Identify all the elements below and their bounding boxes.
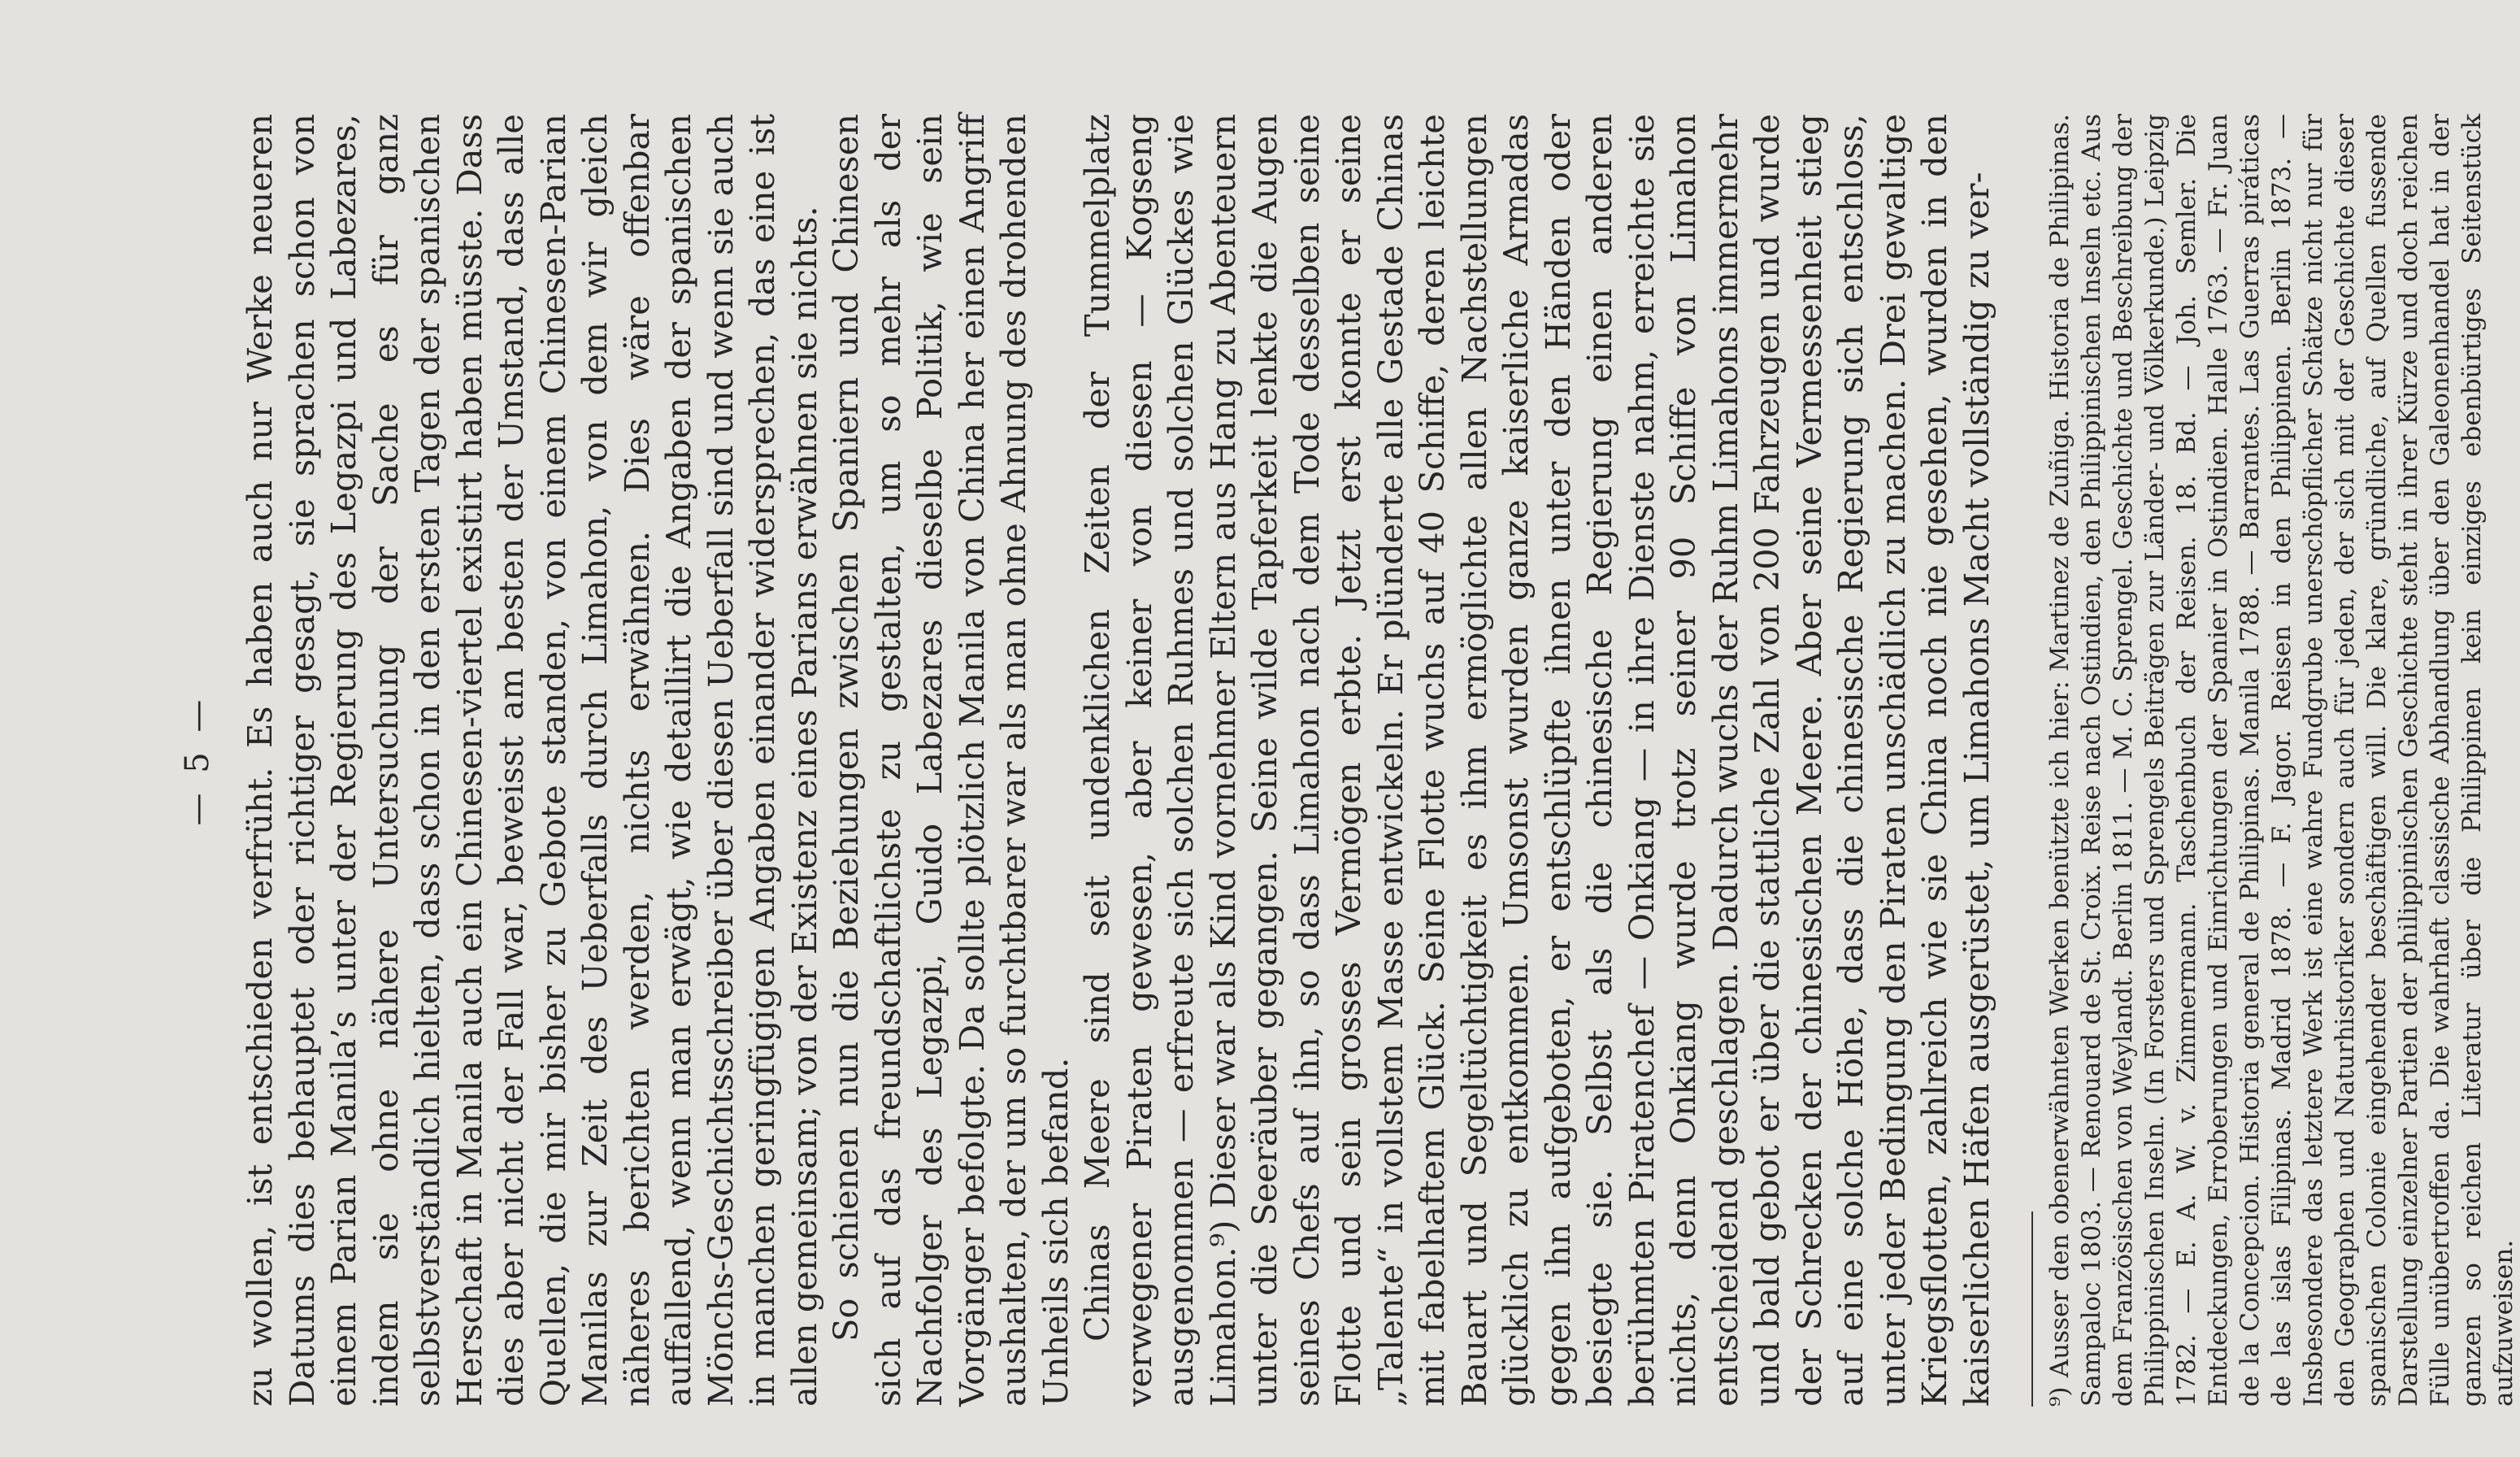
footnote-separator-rule (2031, 1211, 2033, 1407)
paragraph-1: zu wollen, ist entschieden verfrüht. Es haben auch nur Werke neueren Datums dies behauptet oder richtiger gesagt, sie sprachen schon von einem Parian Manila’s unter der Regierung des Legazpi und Labezares, indem sie ohne nähere Untersuchung der Sache es für ganz selbstverständlich hielten, dass schon in den ersten Tagen der spanischen Herschaft in Manila auch ein Chinesen-viertel existirt haben müsste. Dass dies aber nicht der Fall war, beweisst am besten der Umstand, dass alle Quellen, die mir bisher zu Gebote standen, von einem Chinesen-Parian Manilas zur Zeit des Ueberfalls durch Limahon, von dem wir gleich näheres berichten werden, nichts erwähnen. Dies wäre offenbar auffallend, wenn man erwägt, wie detaillirt die Angaben der spanischen Mönchs-Geschichtsschreiber über diesen Ueberfall sind und wenn sie auch in manchen geringfügigen Angaben einander widersprechen, das eine ist allen gemeinsam; von der Existenz eines Parians erwähnen sie nichts. (240, 114, 824, 1407)
body-text (239, 114, 1997, 1407)
paragraph-3: Chinas Meere sind seit undenklichen Zeiten der Tummelplatz verwegener Piraten gewesen, aber keiner von diesen — Kogseng ausgenommen — erfreute sich solchen Ruhmes und solchen Glückes wie Limahon.⁹) Dieser war als Kind vornehmer Eltern aus Hang zu Abenteuern unter die Seeräuber gegangen. Seine wilde Tapferkeit lenkte die Augen seines Chefs auf ihn, so dass Limahon nach dem Tode desselben seine Flotte und sein grosses Vermögen erbte. Jetzt erst konnte er seine „Talente“ in vollstem Masse entwickeln. Er plünderte alle Gestade Chinas mit fabelhaftem Glück. Seine Flotte wuchs auf 40 Schiffe, deren leichte Bauart und Segeltüchtigkeit es ihm ermöglichte allen Nachstellungen glücklich zu entkommen. Umsonst wurden ganze kaiserliche Armadas gegen ihn aufgeboten, er entschlüpfte ihnen unter den Händen oder besiegte sie. Selbst als die chinesische Regierung einen anderen berühmten Piratenchef — Onkiang — in ihre Dienste nahm, erreichte sie nichts, denn Onkiang wurde trotz seiner 90 Schiffe von Limahon entscheidend geschlagen. Dadurch wuchs der Ruhm Limahons immermehr und bald gebot er über die stattliche Zahl von 200 Fahrzeugen und wurde der Schrecken der chinesischen Meere. Aber seine Vermessenheit stieg auf eine solche Höhe, dass die chinesische Regierung sich entschloss, unter jeder Bedingung den Piraten unschädlich zu machen. Drei gewaltige Kriegsflotten, zahlreich wie sie China noch nie gesehen, wurden in den kaiserlichen Häfen ausgerüstet, um Limahons Macht vollständig zu ver- (1077, 114, 1996, 1407)
page-number-header: — 5 — (179, 694, 216, 826)
footnote: ⁹) Ausser den obenerwähnten Werken benützte ich hier: Martinez de Zuñiga. Historia de Philipinas. Sampaloc 1803. — Renouard de St. Croix. Reise nach Ostindien, den Philippinischen Inseln etc. Aus dem Französischen von Weylandt. Berlin 1811. — M. C. Sprengel. Geschichte und Beschreibung der Philippinischen Inseln. (In Forsters und Sprengels Beiträgen zur Länder- und Völkerkunde.) Leipzig 1782. — E. A. W. v. Zimmermann. Taschenbuch der Reisen. 18. Bd. — Joh. Semler. Die Entdeckungen, Erroberungen und Einrichtungen der Spanier in Ostindien. Halle 1763. — Fr. Juan de la Concepcion. Historia general de Philipinas. Manila 1788. — Barrantes. Las Guerras piráticas de las islas Filipinas. Madrid 1878. — F. Jagor. Reisen in den Philippinen. Berlin 1873. — Insbesondere das letztere Werk ist eine wahre Fundgrube unerschöpflicher Schätze nicht nur für den Geographen und Naturhistoriker sondern auch für jeden, der sich mit der Geschichte dieser spanischen Colonie eingehender beschäftigen will. Die klare, gründliche, auf Quellen fussende Darstellung einzelner Partien der philippinischen Geschichte steht in ihrer Kürze und doch reichen Fülle unübertroffen da. Die wahrhaft classische Abhandlung über den Galeonenhandel hat in der ganzen so reichen Literatur über die Philippinen kein einziges ebenbürtiges Seitenstück aufzuweisen. (2045, 114, 2518, 1407)
paragraph-2: So schienen nun die Beziehungen zwischen Spaniern und Chinesen sich auf das freundschaftlichste zu gestalten, um so mehr als der Nachfolger des Legazpi, Guido Labezares dieselbe Politik, wie sein Vorgänger befolgte. Da sollte plötzlich Manila von China her einen Angriff aushalten, der um so furchtbarer war als man ohne Ahnung des drohenden Unheils sich befand. (826, 114, 1075, 1407)
rotated-page-content (179, 114, 2518, 1407)
